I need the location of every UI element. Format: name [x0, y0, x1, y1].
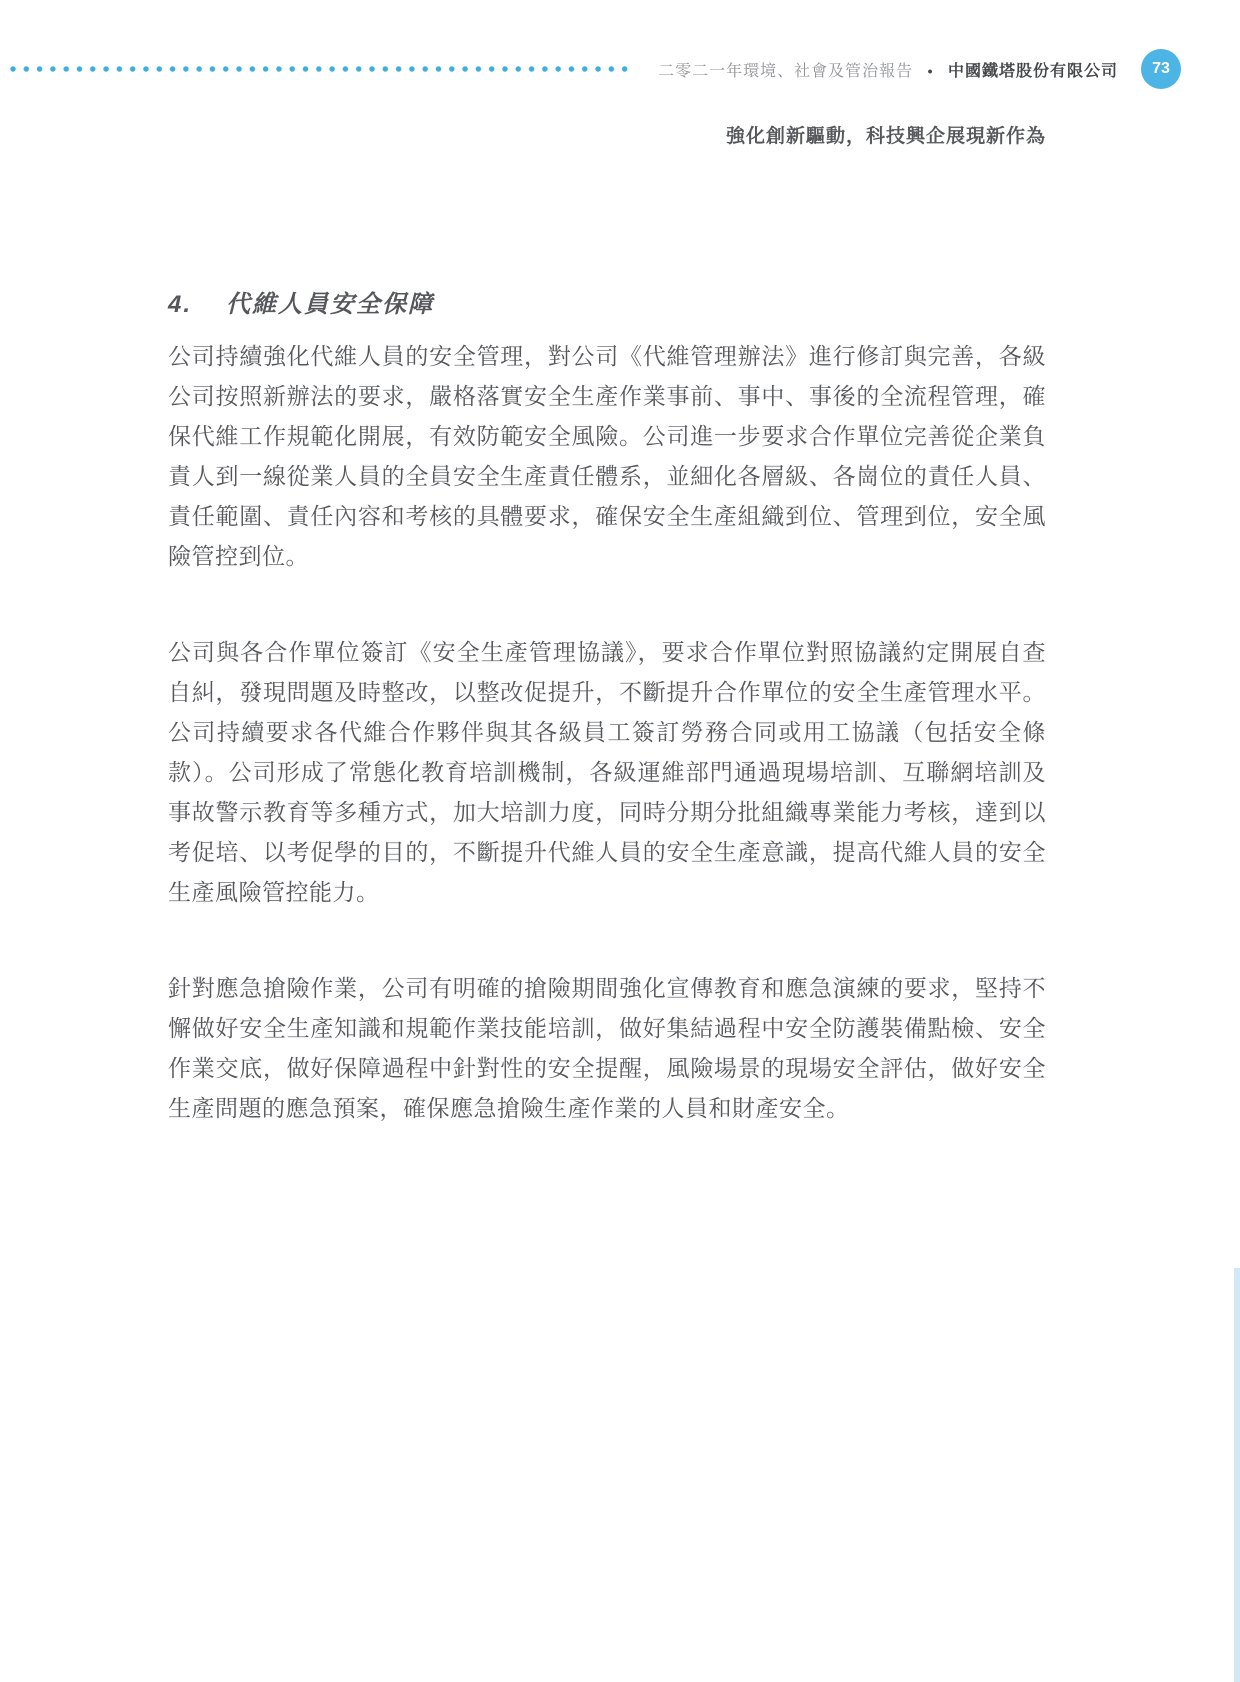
- running-header: [658, 58, 1118, 81]
- chapter-subtitle: 強化創新驅動，科技興企展現新作為: [725, 126, 1046, 147]
- section-number: 4.: [168, 291, 193, 318]
- page-edge-accent: [1234, 1268, 1240, 1682]
- page-number: 73: [1152, 60, 1170, 77]
- paragraph-emergency-rescue: 針對應急搶險作業，公司有明確的搶險期間強化宣傳教育和應急演練的要求，堅持不懈做好安全生產知識和規範作業技能培訓，做好集結過程中安全防護裝備點檢、安全作業交底，做好保障過程中針對性的安全提醒，風險場景的現場安全評估，做好安全生產問題的應急預案，確保應急搶險生產作業的人員和財產安全。: [168, 975, 1046, 1121]
- section-heading: [168, 290, 1046, 320]
- section-content: [168, 290, 1046, 1184]
- page-header: [10, 47, 1181, 91]
- section-title: 代維人員安全保障: [226, 291, 435, 318]
- page-number-badge: [1141, 49, 1181, 89]
- paragraph-safety-management: 公司持續強化代維人員的安全管理，對公司《代維管理辦法》進行修訂與完善，各級公司按照新辦法的要求，嚴格落實安全生產作業事前、事中、事後的全流程管理，確保代維工作規範化開展，有效防範安全風險。公司進一步要求合作單位完善從企業負責人到一線從業人員的全員安全生產責任體系，並細化各層級、各崗位的責任人員、責任範圍、責任內容和考核的具體要求，確保安全生產組織到位、管理到位，安全風險管控到位。: [168, 343, 1046, 569]
- report-title: 二零二一年環境、社會及管治報告: [658, 62, 914, 80]
- dotted-divider-icon: [10, 66, 628, 72]
- bullet-separator-icon: •: [927, 62, 934, 79]
- paragraph-agreements-training: 公司與各合作單位簽訂《安全生產管理協議》，要求合作單位對照協議約定開展自查自糾，發現問題及時整改，以整改促提升，不斷提升合作單位的安全生產管理水平。公司持續要求各代維合作夥伴與其各級員工簽訂勞務合同或用工協議（包括安全條款）。公司形成了常態化教育培訓機制，各級運維部門通過現場培訓、互聯網培訓及事故警示教育等多種方式，加大培訓力度，同時分期分批組織專業能力考核，達到以考促培、以考促學的目的，不斷提升代維人員的安全生產意識，提高代維人員的安全生產風險管控能力。: [168, 639, 1046, 905]
- company-name: 中國鐵塔股份有限公司: [947, 62, 1118, 80]
